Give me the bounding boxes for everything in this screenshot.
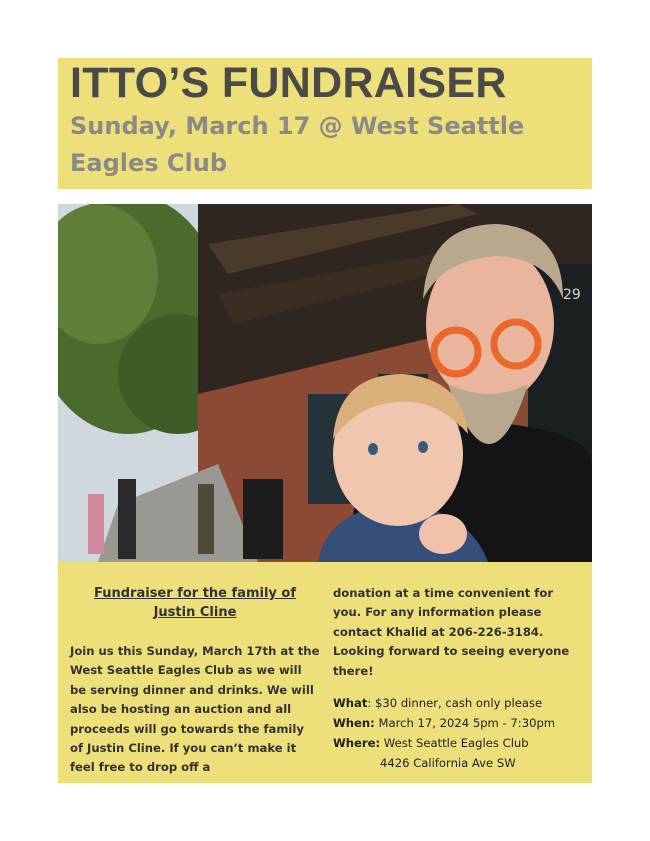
page-title: ITTO’S FUNDRAISER <box>70 59 507 107</box>
what-row <box>333 693 583 713</box>
photo-illustration <box>58 204 592 562</box>
event-subtitle <box>70 108 592 182</box>
heading-line-2: Justin Cline <box>153 605 237 620</box>
details-right-column <box>333 584 583 773</box>
section-heading <box>70 584 320 622</box>
what-value: : $30 dinner, cash only please <box>367 696 543 711</box>
where-address: 4426 California Ave SW <box>380 756 516 771</box>
building-number: 29 <box>563 287 581 303</box>
subtitle-line-2: Eagles Club <box>70 149 228 177</box>
body-text-right: donation at a time convenient for you. For any information please contact Khalid at 206-226-3184. Looking forward to seeing everyone there! <box>333 586 570 678</box>
where-label: Where: <box>333 736 381 751</box>
details-left-column <box>70 584 320 778</box>
details-panel <box>58 562 592 783</box>
what-label: What <box>333 696 368 711</box>
body-text-left: Join us this Sunday, March 17th at the West Seattle Eagles Club as we will be serving dinner and drinks. We will also be hosting an auction and all proceeds will go towards the family of Justin Cline. If you can’t make it feel free to drop off a <box>70 644 320 775</box>
heading-line-1: Fundraiser for the family of <box>94 586 296 601</box>
when-row <box>333 713 583 733</box>
when-label: When: <box>333 716 375 731</box>
when-value: March 17, 2024 5pm - 7:30pm <box>374 716 556 731</box>
where-row <box>333 733 583 753</box>
event-details <box>333 693 583 773</box>
event-photo <box>58 204 592 562</box>
header-banner <box>58 58 592 189</box>
subtitle-line-1: Sunday, March 17 @ West Seattle <box>70 112 525 140</box>
where-value: West Seattle Eagles Club <box>380 736 529 751</box>
